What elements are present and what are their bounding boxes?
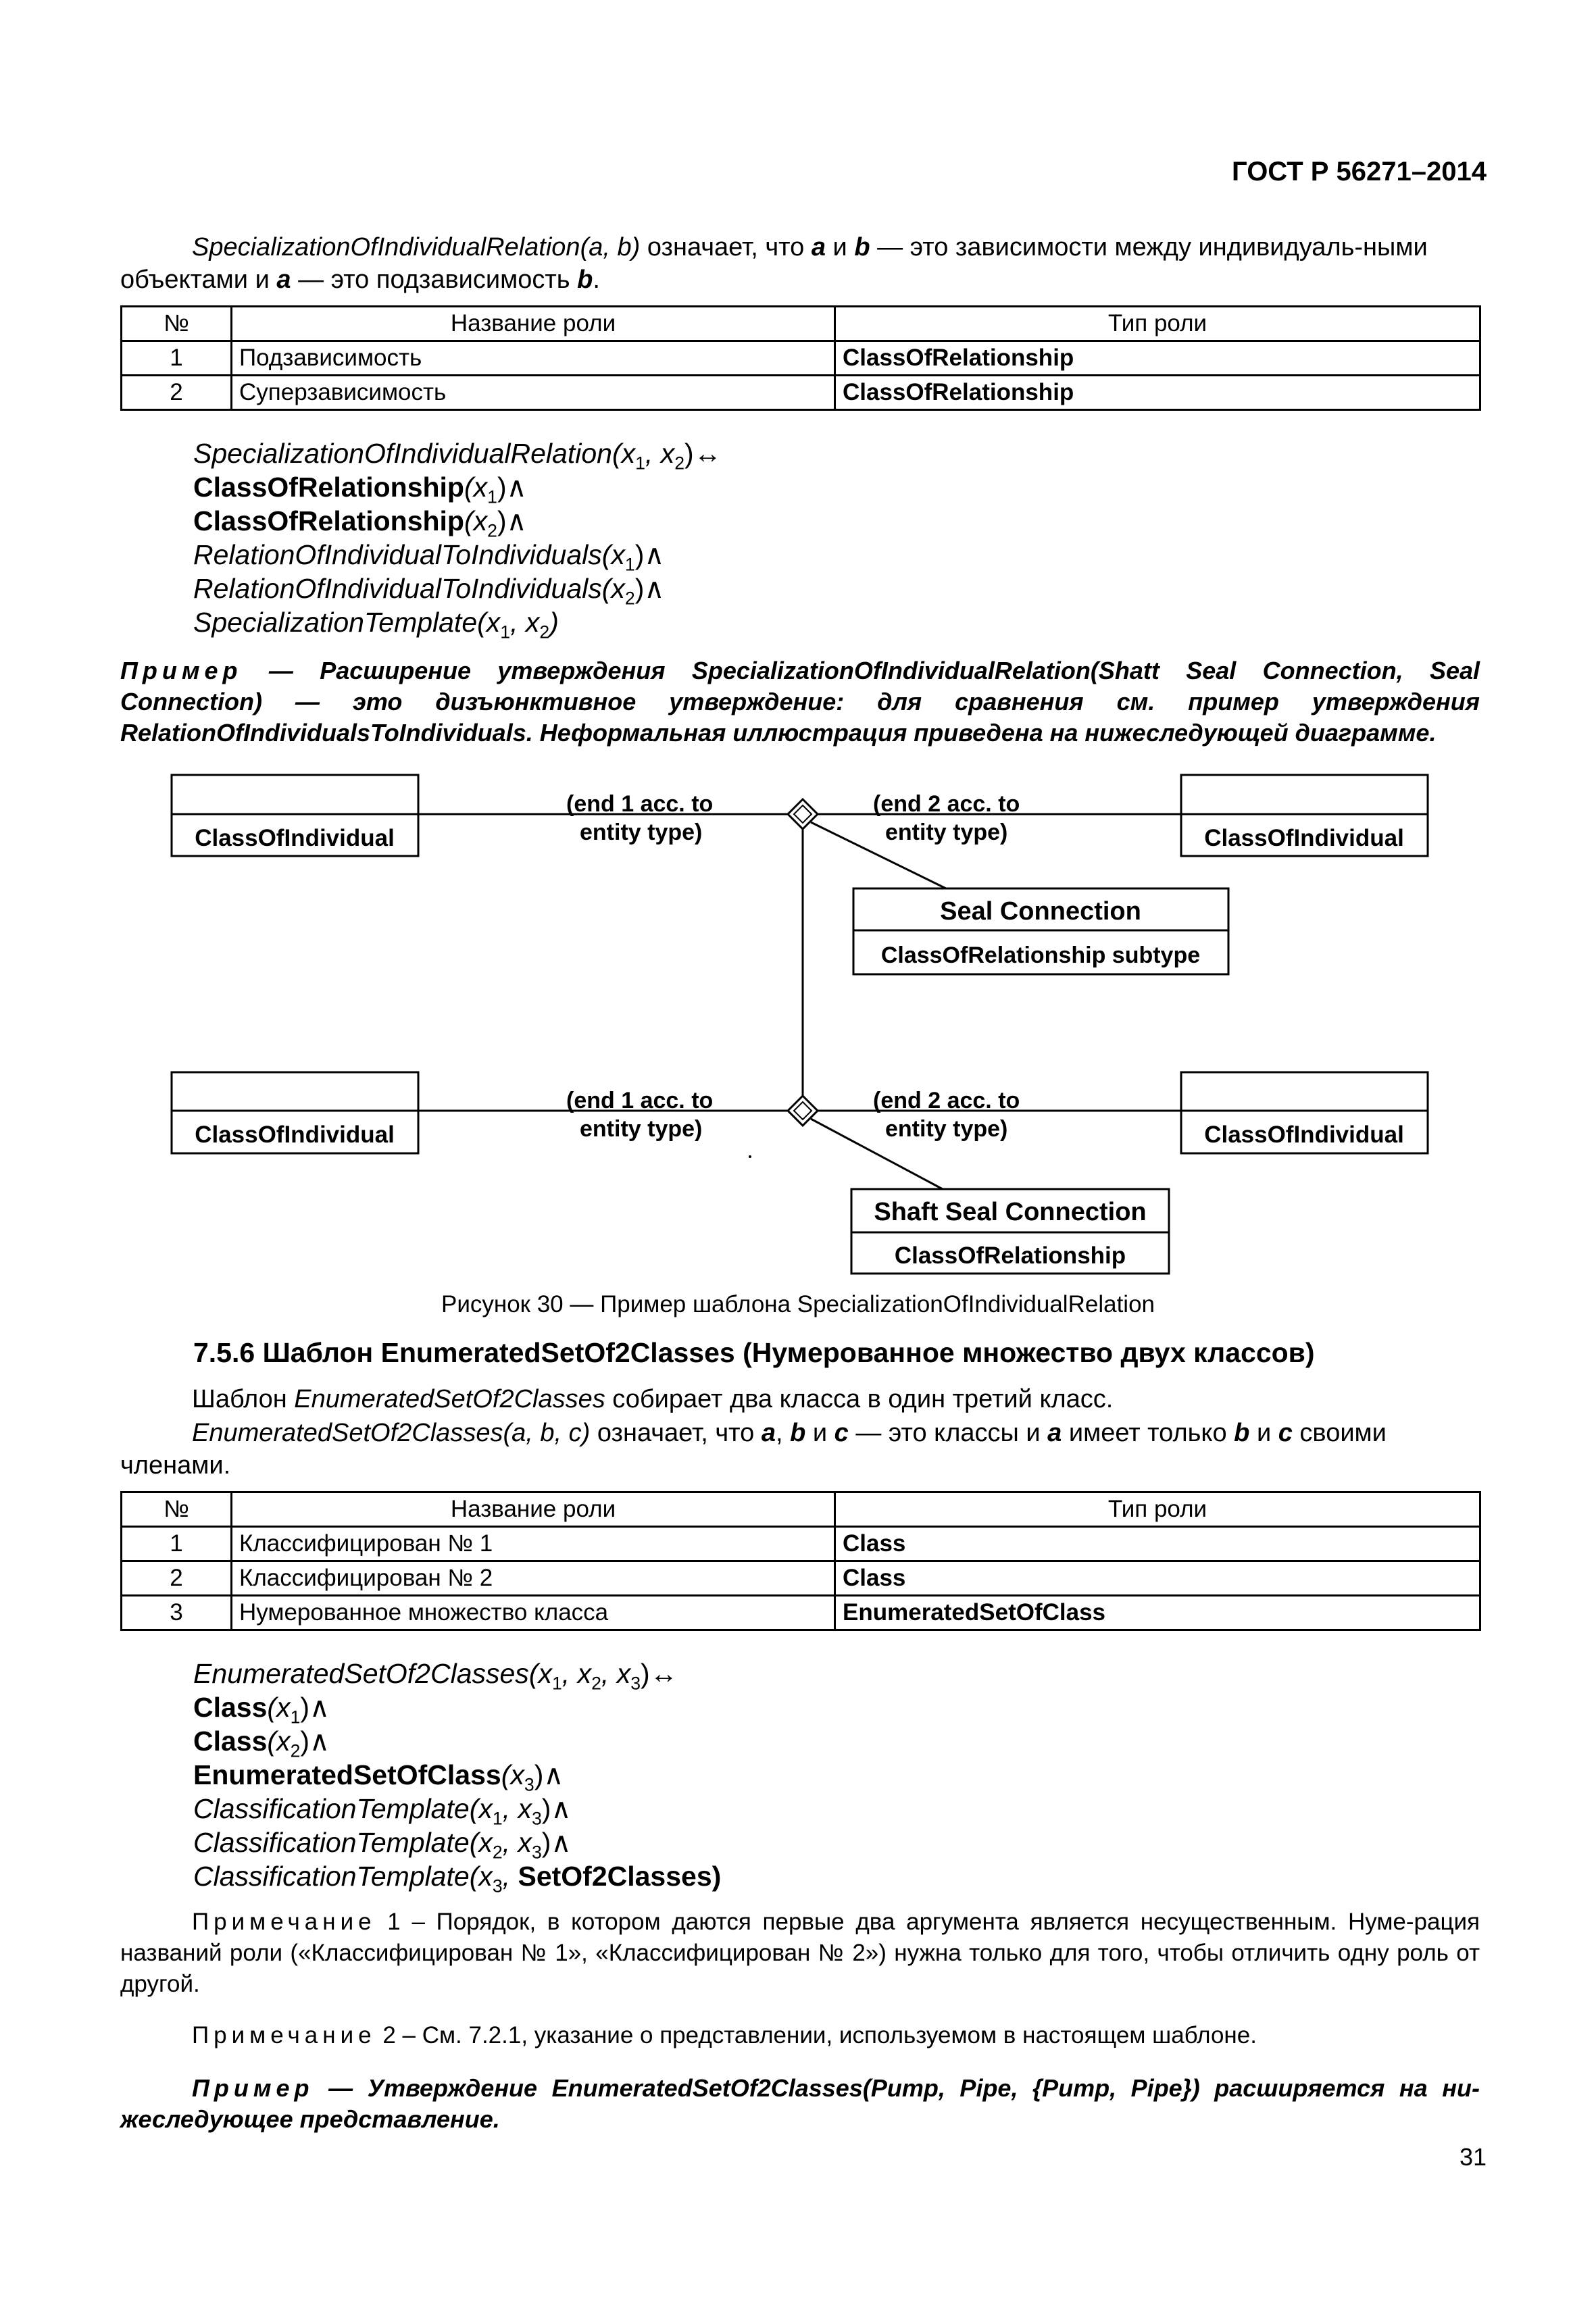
sym: , x bbox=[562, 1658, 592, 1689]
term: SpecializationTemplate bbox=[193, 607, 478, 638]
text: означает, что bbox=[590, 1419, 762, 1447]
role-label-end1-top: entity type) bbox=[580, 820, 703, 845]
example-text: — Расширение утверждения SpecializationOfIndividualRelation(Shatt Seal Connection, Seal Connection) — это дизъюнктивное утверждение: для сравнения см. пример утверждения RelationOfIndividualsToIndividuals. Неформальная иллюстрация приведена на нижеследующей диаграмме. bbox=[120, 657, 1480, 747]
cell-number: 1 bbox=[122, 1527, 232, 1561]
note-1 bbox=[120, 1907, 1480, 2000]
term: ClassificationTemplate bbox=[193, 1793, 470, 1824]
text: — это зависимости между индивидуаль-ными объектами и bbox=[120, 233, 1428, 294]
role-label-end2-top: entity type) bbox=[885, 820, 1008, 845]
role-label-end2-top: (end 2 acc. to bbox=[873, 791, 1020, 817]
sym: , x bbox=[510, 607, 540, 638]
sym: (x bbox=[612, 438, 636, 469]
term: SpecializationOfIndividualRelation bbox=[192, 233, 580, 261]
var-a: a bbox=[761, 1419, 776, 1447]
role-label-end1-bottom: (end 1 acc. to bbox=[566, 1088, 714, 1113]
cell-role-type: ClassOfRelationship bbox=[835, 376, 1480, 410]
cell-number: 3 bbox=[122, 1596, 232, 1630]
example-paragraph-1 bbox=[120, 655, 1480, 749]
var-c: c bbox=[834, 1419, 849, 1447]
text: Шаблон bbox=[192, 1385, 295, 1413]
cell-role-type: EnumeratedSetOfClass bbox=[835, 1596, 1480, 1630]
text: имеет только bbox=[1062, 1419, 1235, 1447]
sym: ) bbox=[549, 607, 559, 638]
cell-role-name: Подзависимость bbox=[232, 341, 835, 376]
note-text: 1 – Порядок, в котором даются первые два аргумента является несущественным. Нуме-рация названий роли («Классифицирован № 1», «Классифицирован № 2») нужна только для того, чтобы отличить одну роль от другой. bbox=[120, 1909, 1480, 1997]
cell-number: 2 bbox=[122, 1561, 232, 1596]
document-header: ГОСТ Р 56271–2014 bbox=[1232, 157, 1487, 186]
sub: 3 bbox=[630, 1673, 641, 1694]
sym: )↔ bbox=[641, 1658, 678, 1689]
term: RelationOfIndividualToIndividuals bbox=[193, 539, 602, 570]
note-2 bbox=[120, 2020, 1480, 2051]
col-header-role-type: Тип роли bbox=[835, 1492, 1480, 1527]
sym: (x bbox=[267, 1692, 291, 1723]
cell-role-name: Суперзависимость bbox=[232, 376, 835, 410]
seal-connection-type: ClassOfRelationship subtype bbox=[880, 942, 1201, 968]
sub: 1 bbox=[635, 453, 645, 474]
class-name-left-bottom: ClassOfIndividual bbox=[195, 1122, 395, 1148]
table-row bbox=[122, 1527, 1480, 1561]
sub: 1 bbox=[492, 1808, 503, 1829]
sym: (x bbox=[469, 1861, 493, 1892]
term: ClassificationTemplate bbox=[193, 1861, 470, 1892]
text: — это подзависимость bbox=[291, 266, 578, 294]
sym: )∧ bbox=[497, 505, 527, 536]
var-a: a bbox=[811, 233, 826, 261]
sym: , x bbox=[502, 1827, 532, 1858]
roles-table-2 bbox=[120, 1491, 1481, 1631]
formula-line bbox=[193, 1758, 721, 1795]
term: Class bbox=[193, 1726, 268, 1757]
note-label: Примечание bbox=[192, 2022, 376, 2048]
table-row bbox=[122, 341, 1480, 376]
sub: 1 bbox=[551, 1673, 562, 1694]
cell-role-type: ClassOfRelationship bbox=[835, 341, 1480, 376]
var-b: b bbox=[854, 233, 870, 261]
args: (a, b) bbox=[580, 233, 641, 261]
seal-connection-name: Seal Connection bbox=[940, 897, 1141, 926]
term: SetOf2Classes) bbox=[518, 1861, 722, 1892]
col-header-number: № bbox=[122, 307, 232, 341]
sym: , bbox=[502, 1861, 518, 1892]
shaft-seal-connection-name: Shaft Seal Connection bbox=[874, 1198, 1147, 1226]
sub: 2 bbox=[591, 1673, 601, 1694]
class-name-left-top: ClassOfIndividual bbox=[195, 825, 395, 851]
col-header-role-type: Тип роли bbox=[835, 307, 1480, 341]
formula-block-1 bbox=[193, 436, 722, 643]
sub: 2 bbox=[492, 1842, 503, 1863]
formula-line bbox=[193, 1657, 721, 1694]
sym: )↔ bbox=[684, 438, 722, 469]
sym: (x bbox=[469, 1793, 493, 1824]
sym: )∧ bbox=[300, 1726, 330, 1757]
text: и bbox=[825, 233, 855, 261]
sub: 3 bbox=[531, 1842, 542, 1863]
term: Class bbox=[193, 1692, 268, 1723]
sub: 1 bbox=[290, 1707, 301, 1728]
sub: 2 bbox=[487, 520, 497, 541]
table-row bbox=[122, 1596, 1480, 1630]
sym: , x bbox=[601, 1658, 631, 1689]
table-header-row bbox=[122, 1492, 1480, 1527]
note-text: 2 – См. 7.2.1, указание о представлении, используемом в настоящем шаблоне. bbox=[376, 2022, 1257, 2048]
paragraph-definition-1 bbox=[120, 231, 1480, 296]
shaft-seal-connection-type: ClassOfRelationship bbox=[894, 1242, 1126, 1269]
text: означает, что bbox=[640, 233, 812, 261]
term: EnumeratedSetOf2Classes bbox=[193, 1658, 529, 1689]
role-label-end1-top: (end 1 acc. to bbox=[566, 791, 714, 817]
term: EnumeratedSetOfClass bbox=[193, 1759, 501, 1790]
formula-line bbox=[193, 572, 722, 609]
term: RelationOfIndividualToIndividuals bbox=[193, 573, 602, 604]
term: EnumeratedSetOf2Classes bbox=[192, 1419, 503, 1447]
term: EnumeratedSetOf2Classes bbox=[294, 1385, 605, 1413]
sub: 3 bbox=[492, 1876, 503, 1896]
role-label-end2-bottom: entity type) bbox=[885, 1116, 1008, 1142]
table-row bbox=[122, 1561, 1480, 1596]
paragraph-template-intro bbox=[120, 1383, 1480, 1415]
text: — это классы и bbox=[848, 1419, 1048, 1447]
formula-line bbox=[193, 470, 722, 507]
text: . bbox=[593, 266, 600, 294]
args: (a, b, c) bbox=[503, 1419, 591, 1447]
sub: 1 bbox=[500, 622, 511, 643]
sub: 2 bbox=[290, 1740, 301, 1761]
aggregation-diamond bbox=[788, 799, 818, 829]
sub: 1 bbox=[624, 554, 635, 575]
sym: )∧ bbox=[541, 1827, 572, 1858]
sym: )∧ bbox=[541, 1793, 572, 1824]
sub: 2 bbox=[674, 453, 685, 474]
cell-role-type: Class bbox=[835, 1561, 1480, 1596]
sym: , x bbox=[645, 438, 675, 469]
sub: 3 bbox=[531, 1808, 542, 1829]
uml-diagram bbox=[0, 757, 1596, 1284]
cell-role-name: Классифицирован № 1 bbox=[232, 1527, 835, 1561]
sub: 2 bbox=[539, 622, 550, 643]
cell-role-name: Классифицирован № 2 bbox=[232, 1561, 835, 1596]
cell-role-type: Class bbox=[835, 1527, 1480, 1561]
table-row bbox=[122, 376, 1480, 410]
term: ClassificationTemplate bbox=[193, 1827, 470, 1858]
col-header-role-name: Название роли bbox=[232, 307, 835, 341]
var-b: b bbox=[790, 1419, 806, 1447]
table-header-row bbox=[122, 307, 1480, 341]
var-b: b bbox=[577, 266, 593, 294]
formula-line bbox=[193, 605, 722, 643]
sym: (x bbox=[501, 1759, 524, 1790]
sym: )∧ bbox=[534, 1759, 564, 1790]
sub: 3 bbox=[524, 1774, 534, 1795]
note-label: Примечание bbox=[192, 1909, 376, 1935]
section-title: 7.5.6 Шаблон EnumeratedSetOf2Classes (Нумерованное множество двух классов) bbox=[193, 1337, 1315, 1368]
sym: )∧ bbox=[634, 573, 665, 604]
term: SpecializationOfIndividualRelation bbox=[193, 438, 612, 469]
roles-table-1 bbox=[120, 305, 1481, 411]
sym: (x bbox=[464, 472, 488, 503]
col-header-number: № bbox=[122, 1492, 232, 1527]
term: ClassOfRelationship bbox=[193, 505, 464, 536]
sym: (x bbox=[469, 1827, 493, 1858]
var-b: b bbox=[1234, 1419, 1250, 1447]
formula-line bbox=[193, 1859, 722, 1896]
formula-line bbox=[193, 538, 722, 575]
sub: 2 bbox=[624, 588, 635, 609]
formula-line bbox=[193, 504, 722, 541]
text: и bbox=[1249, 1419, 1278, 1447]
sym: (x bbox=[601, 573, 625, 604]
role-label-end2-bottom: (end 2 acc. to bbox=[873, 1088, 1020, 1113]
class-name-right-bottom: ClassOfIndividual bbox=[1204, 1122, 1404, 1148]
cell-role-name: Нумерованное множество класса bbox=[232, 1596, 835, 1630]
term: ClassOfRelationship bbox=[193, 472, 464, 503]
sym: (x bbox=[601, 539, 625, 570]
var-c: c bbox=[1278, 1419, 1293, 1447]
sym: (x bbox=[464, 505, 488, 536]
paragraph-definition-2 bbox=[120, 1417, 1480, 1482]
formula-line bbox=[193, 1724, 721, 1761]
text: , bbox=[775, 1419, 791, 1447]
sub: 1 bbox=[487, 486, 497, 507]
sym: )∧ bbox=[300, 1692, 330, 1723]
formula-line bbox=[193, 1690, 721, 1728]
formula-line bbox=[193, 1792, 721, 1829]
figure-caption: Рисунок 30 — Пример шаблона SpecializationOfIndividualRelation bbox=[441, 1291, 1155, 1317]
text: собирает два класса в один третий класс. bbox=[605, 1385, 1114, 1413]
text: и bbox=[805, 1419, 834, 1447]
sym: (x bbox=[528, 1658, 552, 1689]
example-label: Пример bbox=[192, 2074, 314, 2102]
text: своими членами. bbox=[120, 1419, 1387, 1480]
sym: , x bbox=[502, 1793, 532, 1824]
page-number: 31 bbox=[1459, 2143, 1487, 2171]
example-text: — Утверждение EnumeratedSetOf2Classes(Pump, Pipe, {Pump, Pipe}) расширяется на ни-жеследующее представление. bbox=[120, 2074, 1480, 2133]
formula-block-2 bbox=[193, 1657, 722, 1896]
formula-line bbox=[193, 436, 722, 474]
class-name-right-top: ClassOfIndividual bbox=[1204, 825, 1404, 851]
formula-line bbox=[193, 1826, 721, 1863]
role-label-end1-bottom: entity type) bbox=[580, 1116, 703, 1142]
var-a: a bbox=[1047, 1419, 1062, 1447]
sym: (x bbox=[477, 607, 501, 638]
sym: (x bbox=[267, 1726, 291, 1757]
col-header-role-name: Название роли bbox=[232, 1492, 835, 1527]
sym: )∧ bbox=[634, 539, 665, 570]
sym: )∧ bbox=[497, 472, 527, 503]
var-a: a bbox=[276, 266, 291, 294]
cell-number: 1 bbox=[122, 341, 232, 376]
cell-number: 2 bbox=[122, 376, 232, 410]
example-paragraph-2 bbox=[120, 2073, 1480, 2135]
example-label: Пример bbox=[120, 657, 243, 684]
